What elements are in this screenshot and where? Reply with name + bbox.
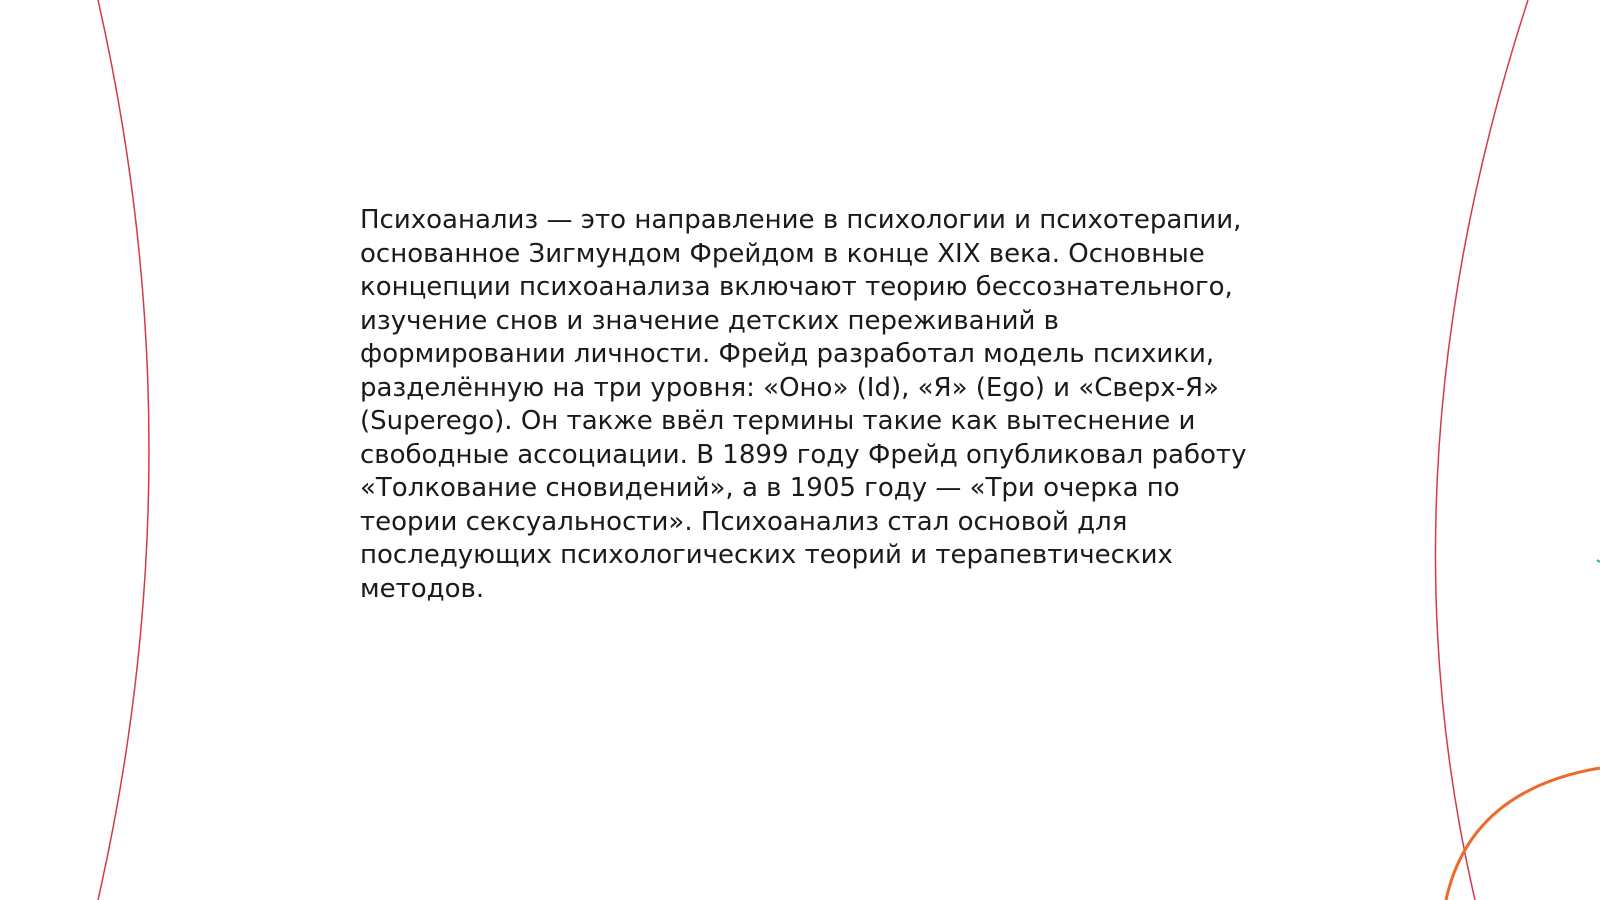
slide-body-text: Психоанализ — это направление в психологии и психотерапии, основанное Зигмундом Фрейдом в конце XIX века. Основные концепции психоанализа включают теорию бессознательного, изучение снов и значение детских переживаний в формировании личности. Фрейд разработал модель психики, разделённую на три уровня: «Оно» (Id), «Я» (Ego) и «Сверх-Я» (Superego). Он также ввёл термины такие как вытеснение и свободные ассоциации. В 1899 году Фрейд опубликовал работу «Толкование сновидений», а в 1905 году — «Три очерка по теории сексуальности». Психоанализ стал основой для последующих психологических теорий и терапевтических методов. (360, 205, 1247, 604)
corner-arc-decoration (1446, 768, 1600, 900)
left-curve-decoration (98, 0, 149, 900)
right-curve-decoration (1435, 0, 1528, 900)
